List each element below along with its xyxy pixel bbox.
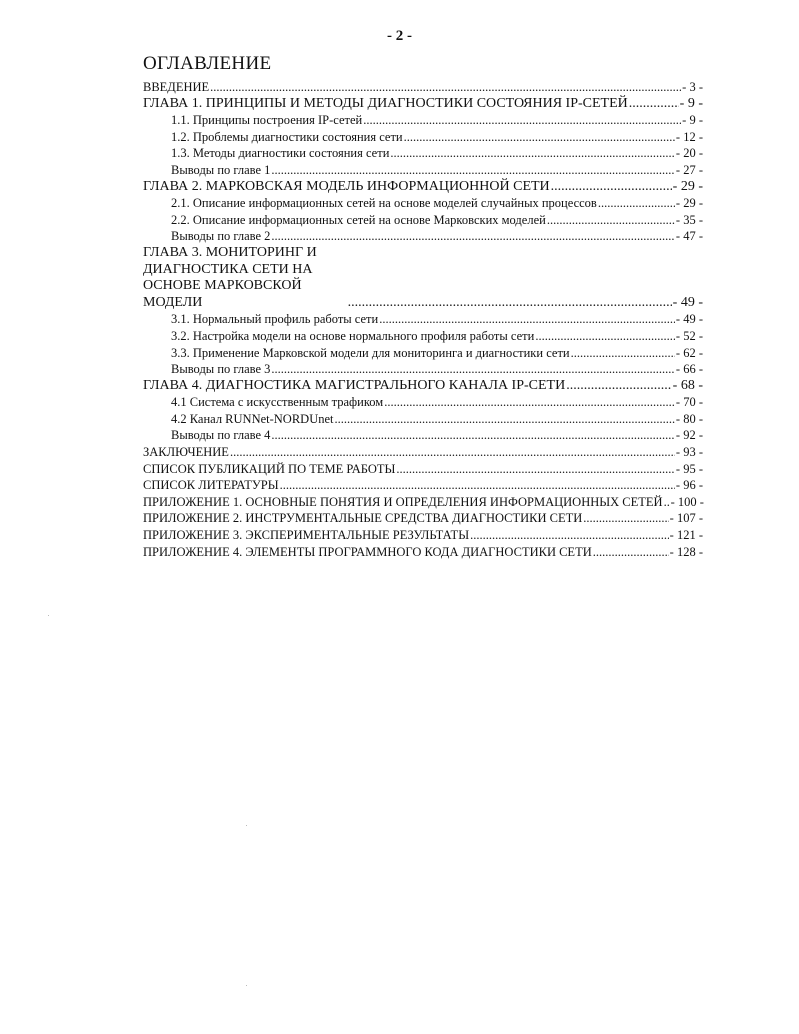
toc-entry-page: - 100 -: [670, 494, 704, 509]
toc-entry-page: - 49 -: [672, 294, 703, 310]
toc-entry: [143, 361, 703, 378]
toc-entry-title: ПРИЛОЖЕНИЕ 1. ОСНОВНЫЕ ПОНЯТИЯ И ОПРЕДЕЛЕНИЯ ИНФОРМАЦИОННЫХ СЕТЕЙ: [143, 494, 663, 509]
dot-leader: [335, 411, 675, 428]
toc-entry-page: - 66 -: [675, 362, 703, 377]
dot-leader: [271, 228, 675, 245]
dot-leader: [271, 427, 675, 444]
toc-entry-title: Выводы по главе 3: [171, 362, 271, 377]
toc-entry-title: СПИСОК ЛИТЕРАТУРЫ: [143, 478, 279, 493]
toc-entry: [143, 378, 703, 395]
page-title: ОГЛАВЛЕНИЕ: [143, 53, 272, 74]
toc-entry-page: - 107 -: [669, 511, 703, 526]
toc-entry-page: - 12 -: [675, 129, 703, 144]
toc-entry-page: - 9 -: [679, 95, 703, 111]
toc-entry: [143, 179, 703, 196]
dot-leader: [348, 295, 672, 312]
toc-entry: [143, 444, 703, 461]
dot-leader: [404, 129, 675, 146]
toc-entry-title: ГЛАВА 3. МОНИТОРИНГ И ДИАГНОСТИКА СЕТИ НА ОСНОВЕ МАРКОВСКОЙ МОДЕЛИ: [143, 244, 317, 310]
toc-entry-page: - 29 -: [675, 196, 703, 211]
toc-entry: [143, 394, 703, 411]
dot-leader: [390, 145, 675, 162]
toc-entry: [143, 477, 703, 494]
toc-entry: [143, 494, 703, 511]
scan-speck: [246, 985, 247, 986]
toc-entry: [143, 245, 703, 311]
toc-entry-page: - 70 -: [675, 395, 703, 410]
toc-entry-page: - 52 -: [675, 328, 703, 343]
toc-entry-title: СПИСОК ПУБЛИКАЦИЙ ПО ТЕМЕ РАБОТЫ: [143, 461, 396, 476]
dot-leader: [363, 112, 681, 129]
toc-entry: [143, 112, 703, 129]
toc-entry-page: - 3 -: [682, 80, 703, 94]
toc-entry-title: 3.1. Нормальный профиль работы сети: [171, 312, 379, 327]
toc-entry-title: 2.2. Описание информационных сетей на основе Марковских моделей: [171, 212, 546, 227]
toc-entry-page: - 27 -: [675, 162, 703, 177]
toc-entry-page: - 121 -: [669, 528, 703, 543]
toc-entry: [143, 527, 703, 544]
toc-entry-page: - 20 -: [675, 146, 703, 161]
toc-entry-title: 1.2. Проблемы диагностики состояния сети: [171, 129, 403, 144]
toc-entry: [143, 96, 703, 113]
toc-entry-title: Выводы по главе 4: [171, 428, 271, 443]
toc-entry-title: ГЛАВА 4. ДИАГНОСТИКА МАГИСТРАЛЬНОГО КАНАЛА IP-СЕТИ: [143, 377, 566, 393]
toc-entry-title: ГЛАВА 2. МАРКОВСКАЯ МОДЕЛЬ ИНФОРМАЦИОННОЙ СЕТИ: [143, 178, 550, 194]
dot-leader: [571, 345, 675, 362]
dot-leader: [598, 195, 675, 212]
toc-entry-title: ГЛАВА 1. ПРИНЦИПЫ И МЕТОДЫ ДИАГНОСТИКИ СОСТОЯНИЯ IP-СЕТЕЙ: [143, 95, 628, 111]
toc-entry: [143, 195, 703, 212]
dot-leader: [629, 96, 679, 113]
toc-entry-page: - 95 -: [675, 461, 703, 476]
toc-entry: [143, 129, 703, 146]
dot-leader: [583, 510, 668, 527]
dot-leader: [566, 378, 671, 395]
dot-leader: [396, 461, 675, 478]
dot-leader: [547, 212, 675, 229]
dot-leader: [230, 444, 675, 461]
toc-entry: [143, 145, 703, 162]
toc-entry-title: ПРИЛОЖЕНИЕ 2. ИНСТРУМЕНТАЛЬНЫЕ СРЕДСТВА ДИАГНОСТИКИ СЕТИ: [143, 511, 583, 526]
dot-leader: [551, 179, 672, 196]
toc-entry-page: - 62 -: [675, 345, 703, 360]
dot-leader: [664, 494, 670, 511]
dot-leader: [271, 361, 675, 378]
toc-entry-page: - 29 -: [672, 178, 703, 194]
toc-entry: [143, 544, 703, 561]
toc-entry: [143, 510, 703, 527]
toc-entry: [143, 427, 703, 444]
toc-entry-title: ПРИЛОЖЕНИЕ 4. ЭЛЕМЕНТЫ ПРОГРАММНОГО КОДА ДИАГНОСТИКИ СЕТИ: [143, 544, 592, 559]
toc-entry-title: 3.2. Настройка модели на основе нормального профиля работы сети: [171, 328, 535, 343]
toc-entry-title: Выводы по главе 1: [171, 162, 271, 177]
toc-entry-page: - 9 -: [682, 113, 703, 128]
toc-entry-title: ЗАКЛЮЧЕНИЕ: [143, 445, 229, 460]
toc-entry: [143, 328, 703, 345]
toc-entry: [143, 311, 703, 328]
dot-leader: [535, 328, 675, 345]
page-number: - 2 -: [387, 28, 412, 44]
toc-entry: [143, 461, 703, 478]
toc-entry-page: - 93 -: [675, 445, 703, 460]
toc-entry-page: - 35 -: [675, 212, 703, 227]
toc-entry-title: 1.3. Методы диагностики состояния сети: [171, 146, 390, 161]
table-of-contents: [143, 79, 703, 560]
toc-entry-title: 3.3. Применение Марковской модели для мониторинга и диагностики сети: [171, 345, 570, 360]
toc-entry: [143, 212, 703, 229]
toc-entry-title: ПРИЛОЖЕНИЕ 3. ЭКСПЕРИМЕНТАЛЬНЫЕ РЕЗУЛЬТАТЫ: [143, 528, 470, 543]
dot-leader: [593, 544, 669, 561]
toc-entry-page: - 92 -: [675, 428, 703, 443]
toc-entry: [143, 411, 703, 428]
dot-leader: [280, 477, 675, 494]
toc-entry-page: - 68 -: [672, 377, 703, 393]
toc-entry-page: - 80 -: [675, 411, 703, 426]
toc-entry-page: - 96 -: [675, 478, 703, 493]
dot-leader: [210, 79, 681, 96]
toc-entry: [143, 345, 703, 362]
toc-entry-title: 2.1. Описание информационных сетей на основе моделей случайных процессов: [171, 196, 597, 211]
toc-entry-page: - 49 -: [675, 312, 703, 327]
toc-entry: [143, 162, 703, 179]
toc-entry-page: - 128 -: [669, 544, 703, 559]
toc-entry-title: 4.1 Система с искусственным трафиком: [171, 395, 384, 410]
toc-entry-title: Выводы по главе 2: [171, 229, 271, 244]
dot-leader: [470, 527, 669, 544]
scan-speck: [246, 825, 247, 826]
dot-leader: [271, 162, 675, 179]
dot-leader: [379, 311, 675, 328]
scan-speck: [48, 615, 49, 616]
toc-entry: [143, 79, 703, 96]
toc-entry-title: 4.2 Канал RUNNet-NORDUnet: [171, 411, 334, 426]
dot-leader: [384, 394, 675, 411]
toc-entry-title: ВВЕДЕНИЕ: [143, 80, 210, 94]
toc-entry-page: - 47 -: [675, 229, 703, 244]
toc-entry-title: 1.1. Принципы построения IP-сетей: [171, 113, 363, 128]
toc-entry: [143, 228, 703, 245]
